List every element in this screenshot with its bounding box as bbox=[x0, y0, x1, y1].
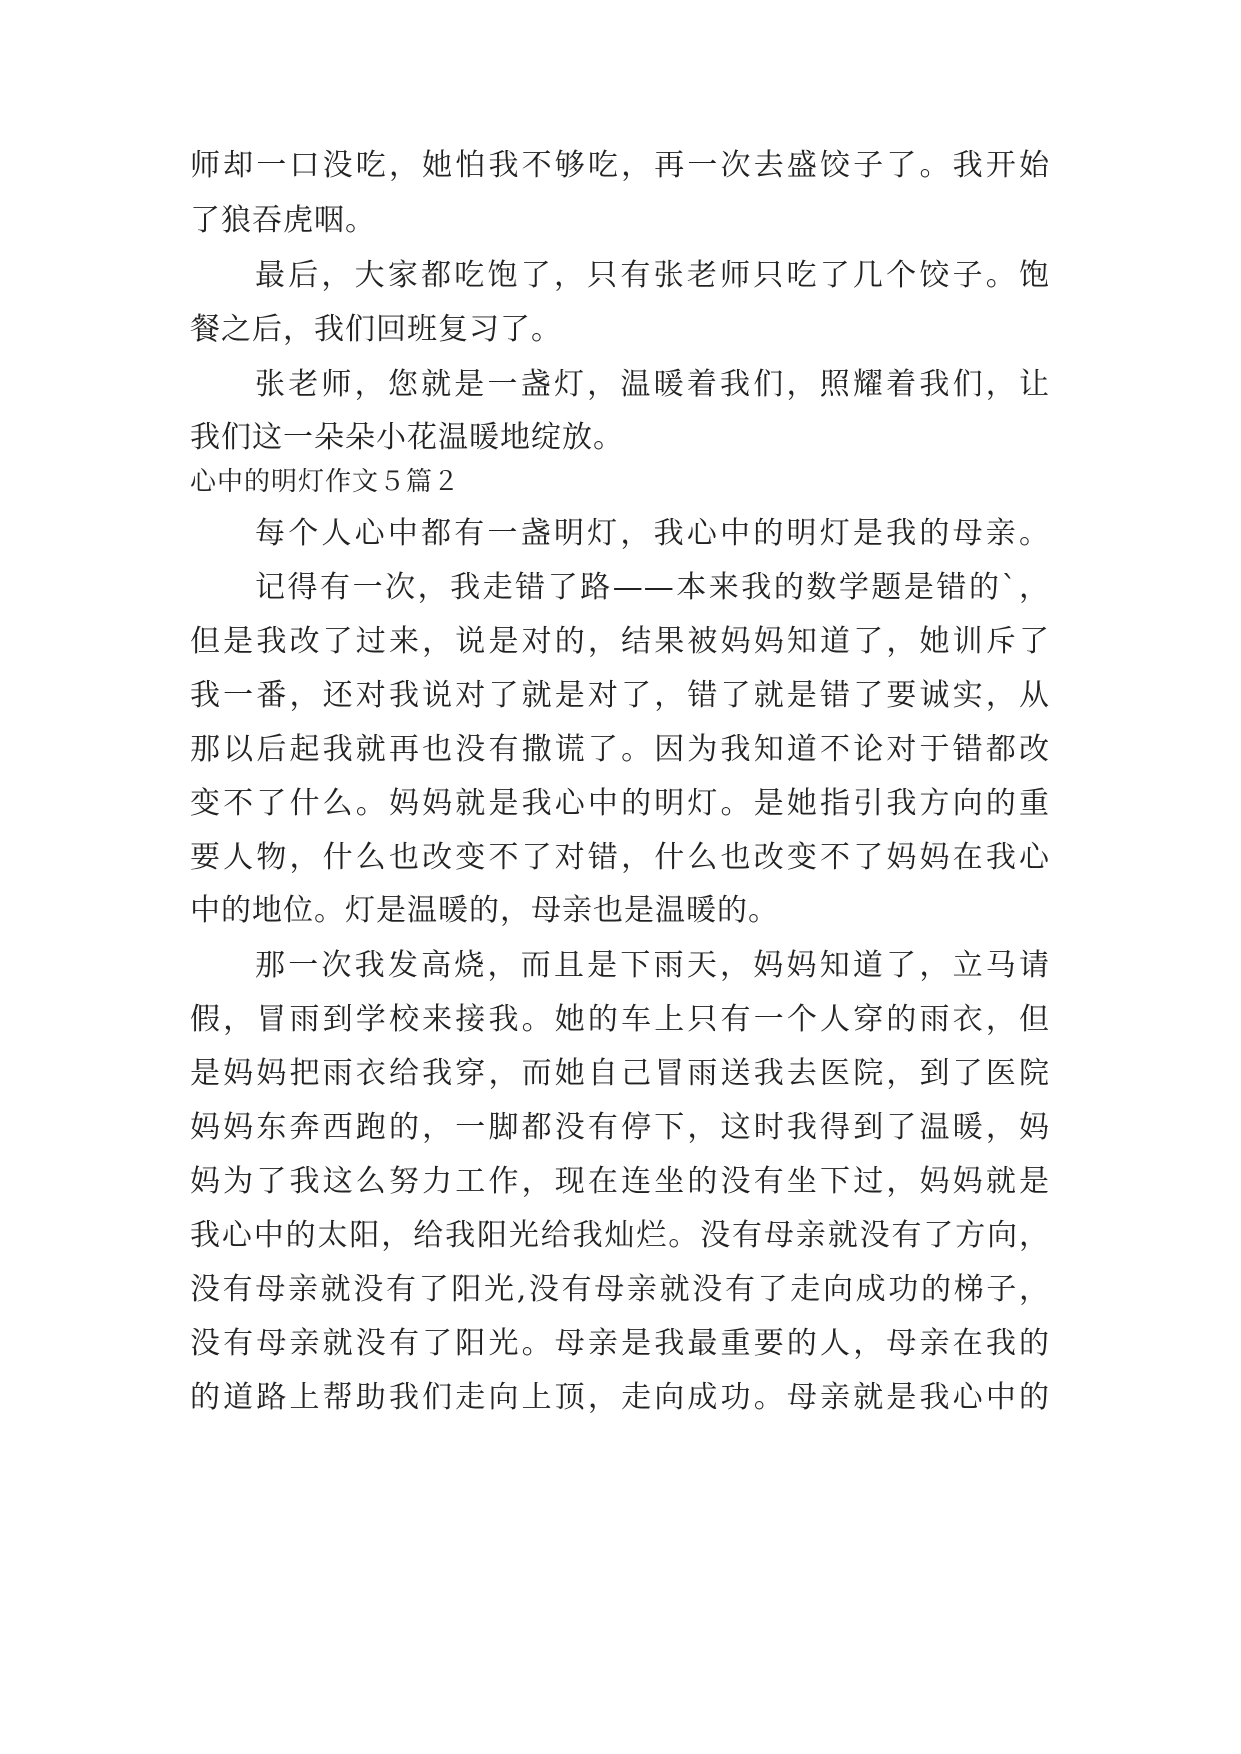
text-line: 每个人心中都有一盏明灯，我心中的明灯是我的母亲。 bbox=[255, 516, 1050, 551]
text-line: 中的地位。灯是温暖的，母亲也是温暖的。 bbox=[190, 893, 779, 928]
section-heading: 心中的明灯作文５篇２ bbox=[190, 467, 461, 497]
text-line: 假，冒雨到学校来接我。她的车上只有一个人穿的雨衣，但 bbox=[190, 1002, 1050, 1037]
text-line: 那一次我发高烧，而且是下雨天，妈妈知道了，立马请 bbox=[255, 948, 1050, 983]
text-line: 变不了什么。妈妈就是我心中的明灯。是她指引我方向的重 bbox=[190, 786, 1050, 821]
text-line: 了狼吞虎咽。 bbox=[190, 203, 376, 238]
text-line: 要人物，什么也改变不了对错，什么也改变不了妈妈在我心 bbox=[190, 840, 1050, 875]
text-line: 最后，大家都吃饱了，只有张老师只吃了几个饺子。饱 bbox=[255, 258, 1050, 293]
text-line: 的道路上帮助我们走向上顶，走向成功。母亲就是我心中的 bbox=[190, 1380, 1050, 1415]
text-line: 那以后起我就再也没有撒谎了。因为我知道不论对于错都改 bbox=[190, 732, 1050, 767]
text-line: 我心中的太阳，给我阳光给我灿烂。没有母亲就没有了方向， bbox=[190, 1218, 1050, 1253]
text-line: 我们这一朵朵小花温暖地绽放。 bbox=[190, 420, 624, 455]
text-line: 张老师，您就是一盏灯，温暖着我们，照耀着我们，让 bbox=[255, 367, 1050, 402]
text-line: 妈妈东奔西跑的，一脚都没有停下，这时我得到了温暖，妈 bbox=[190, 1110, 1050, 1145]
text-line: 妈为了我这么努力工作，现在连坐的没有坐下过，妈妈就是 bbox=[190, 1164, 1050, 1199]
text-line: 没有母亲就没有了阳光。母亲是我最重要的人，母亲在我的 bbox=[190, 1326, 1050, 1361]
text-line: 但是我改了过来，说是对的，结果被妈妈知道了，她训斥了 bbox=[190, 624, 1050, 659]
text-line: 餐之后，我们回班复习了。 bbox=[190, 312, 562, 347]
text-line: 是妈妈把雨衣给我穿，而她自己冒雨送我去医院，到了医院 bbox=[190, 1056, 1050, 1091]
text-line: 记得有一次，我走错了路——本来我的数学题是错的`， bbox=[255, 570, 1050, 605]
text-line: 我一番，还对我说对了就是对了，错了就是错了要诚实，从 bbox=[190, 678, 1050, 713]
text-line: 师却一口没吃，她怕我不够吃，再一次去盛饺子了。我开始 bbox=[190, 148, 1050, 183]
text-line: 没有母亲就没有了阳光,没有母亲就没有了走向成功的梯子， bbox=[190, 1272, 1050, 1307]
